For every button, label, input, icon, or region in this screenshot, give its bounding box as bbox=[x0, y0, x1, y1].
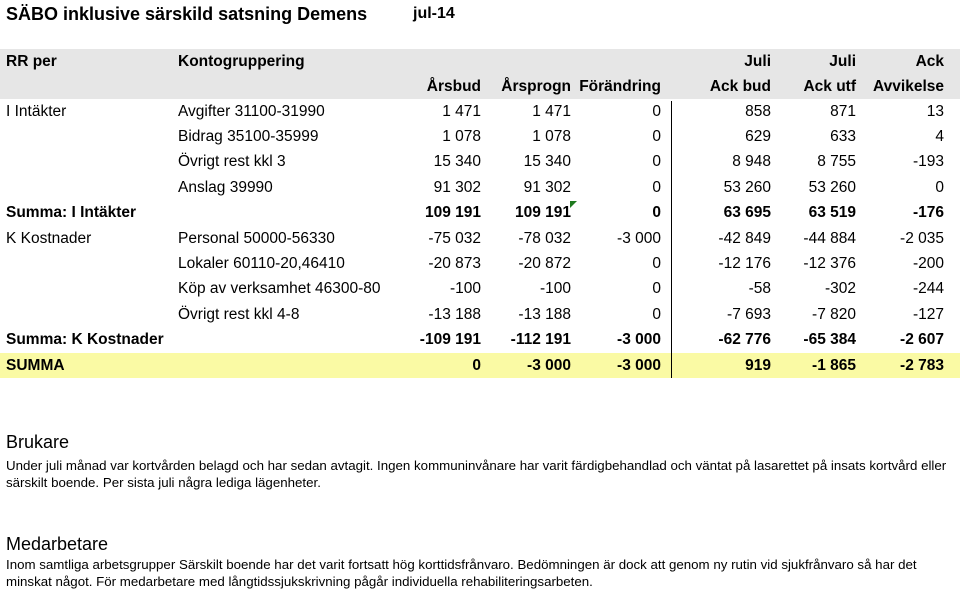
table-row bbox=[0, 251, 960, 276]
cell-group: Bidrag 35100-35999 bbox=[178, 128, 319, 146]
cell-forandr: 0 bbox=[652, 305, 661, 323]
financial-table bbox=[0, 49, 960, 378]
table-row bbox=[0, 277, 960, 302]
cell-ackutf: -1 865 bbox=[812, 356, 856, 374]
header-avvikelse: Avvikelse bbox=[873, 77, 944, 95]
table-row bbox=[0, 124, 960, 149]
cell-avv: -2 783 bbox=[900, 356, 944, 374]
subtotal-row bbox=[0, 201, 960, 226]
cell-avv: -176 bbox=[912, 204, 944, 222]
cell-ackbud: -42 849 bbox=[718, 229, 771, 247]
cell-arsbud: -13 188 bbox=[428, 305, 481, 323]
cell-ackbud: 919 bbox=[745, 356, 771, 374]
cell-ackutf: -12 376 bbox=[803, 255, 856, 273]
report-month: jul-14 bbox=[413, 5, 455, 22]
cell-arsbud: -109 191 bbox=[419, 331, 481, 349]
summa-row bbox=[0, 353, 960, 378]
cell-group: Personal 50000-56330 bbox=[178, 229, 335, 247]
header-juli-ackutf: Juli bbox=[829, 52, 856, 70]
cell-label: SUMMA bbox=[6, 356, 65, 374]
header-arsprogn: Årsprogn bbox=[501, 77, 571, 95]
header-ack-avvikelse: Ack bbox=[915, 52, 944, 70]
header-forandring: Förändring bbox=[579, 77, 661, 95]
cell-arsprogn: 91 302 bbox=[523, 178, 571, 196]
cell-ackutf: -65 384 bbox=[803, 331, 856, 349]
cell-arsbud: -75 032 bbox=[428, 229, 481, 247]
cell-avv: -244 bbox=[912, 280, 944, 298]
cell-arsprogn: 109 191 bbox=[514, 204, 571, 222]
cell-arsbud: 15 340 bbox=[433, 153, 481, 171]
cell-arsprogn: -100 bbox=[539, 280, 571, 298]
brukare-text: Under juli månad var kortvården belagd och har sedan avtagit. Ingen kommuninvånare har varit färdigbehandlad och väntat på lasarettet på insats kortvård eller särskilt boende. Per sista juli några lediga lägenheter. bbox=[6, 458, 947, 490]
cell-avv: -200 bbox=[912, 255, 944, 273]
table-header bbox=[0, 49, 960, 99]
cell-forandr: 0 bbox=[652, 128, 661, 146]
cell-ackutf: 8 755 bbox=[817, 153, 856, 171]
cell-ackutf: -302 bbox=[824, 280, 856, 298]
cell-forandr: 0 bbox=[652, 255, 661, 273]
cell-avv: -2 035 bbox=[900, 229, 944, 247]
medarbetare-text: Inom samtliga arbetsgrupper Särskilt boende har det varit fortsatt hög korttidsfrånvaro. Bedömningen är dock att genom ny rutin vid sjukfrånvaro så har det minskat något. För medarbetare med långtidssjukskrivning pågår individuella rehabiliteringsarbeten. bbox=[6, 557, 917, 589]
cell-label: Summa: I Intäkter bbox=[6, 204, 137, 222]
cell-forandr: -3 000 bbox=[617, 356, 661, 374]
cell-ackbud: 858 bbox=[745, 102, 771, 120]
report-title: SÄBO inklusive särskild satsning Demens bbox=[6, 4, 368, 24]
cell-ackutf: 53 260 bbox=[808, 178, 856, 196]
cell-label: Summa: K Kostnader bbox=[6, 331, 164, 349]
cell-group: Lokaler 60110-20,46410 bbox=[178, 255, 345, 273]
cell-arsprogn: -112 191 bbox=[510, 331, 571, 349]
cell-avv: 13 bbox=[926, 102, 944, 120]
table-row bbox=[0, 302, 960, 327]
cell-ackbud: -7 693 bbox=[727, 305, 771, 323]
cell-ackutf: 871 bbox=[830, 102, 856, 120]
cell-arsprogn: -3 000 bbox=[527, 356, 571, 374]
table-row bbox=[0, 99, 960, 124]
cell-arsbud: 1 078 bbox=[442, 128, 481, 146]
cell-arsbud: 91 302 bbox=[433, 178, 481, 196]
cell-ackbud: 53 260 bbox=[723, 178, 771, 196]
cell-avv: -193 bbox=[912, 153, 944, 171]
header-row-2 bbox=[0, 74, 960, 99]
header-rr-per: RR per bbox=[6, 52, 57, 70]
header-ackutf: Ack utf bbox=[803, 77, 856, 95]
cell-forandr: 0 bbox=[652, 178, 661, 196]
cell-ackutf: -44 884 bbox=[803, 229, 856, 247]
cell-ackbud: -12 176 bbox=[718, 255, 771, 273]
cell-forandr: 0 bbox=[652, 280, 661, 298]
cell-comment-marker bbox=[570, 201, 577, 208]
cell-ackbud: 63 695 bbox=[723, 204, 771, 222]
cell-avv: -2 607 bbox=[900, 331, 944, 349]
cell-label: K Kostnader bbox=[6, 229, 92, 247]
cell-arsprogn: -20 872 bbox=[518, 255, 571, 273]
cell-arsprogn: 15 340 bbox=[523, 153, 571, 171]
cell-arsbud: -100 bbox=[449, 280, 481, 298]
medarbetare-heading: Medarbetare bbox=[6, 534, 109, 554]
cell-group: Avgifter 31100-31990 bbox=[178, 102, 325, 120]
cell-arsprogn: 1 078 bbox=[532, 128, 571, 146]
header-juli-ackbud: Juli bbox=[744, 52, 771, 70]
table-body bbox=[0, 99, 960, 378]
table-row bbox=[0, 175, 960, 200]
cell-arsprogn: -78 032 bbox=[518, 229, 571, 247]
cell-forandr: -3 000 bbox=[617, 229, 661, 247]
table-row bbox=[0, 226, 960, 251]
cell-ackbud: -58 bbox=[748, 280, 771, 298]
cell-arsbud: -20 873 bbox=[428, 255, 481, 273]
cell-group: Övrigt rest kkl 3 bbox=[178, 153, 286, 171]
column-divider bbox=[671, 101, 672, 378]
cell-forandr: 0 bbox=[652, 204, 661, 222]
cell-arsbud: 1 471 bbox=[442, 102, 481, 120]
cell-ackbud: -62 776 bbox=[718, 331, 771, 349]
cell-group: Anslag 39990 bbox=[178, 178, 273, 196]
brukare-heading: Brukare bbox=[6, 432, 70, 452]
cell-forandr: 0 bbox=[652, 102, 661, 120]
cell-arsbud: 109 191 bbox=[424, 204, 481, 222]
cell-group: Köp av verksamhet 46300-80 bbox=[178, 280, 381, 298]
cell-avv: -127 bbox=[912, 305, 944, 323]
cell-ackutf: -7 820 bbox=[812, 305, 856, 323]
cell-avv: 4 bbox=[935, 128, 944, 146]
cell-ackbud: 629 bbox=[745, 128, 771, 146]
cell-ackbud: 8 948 bbox=[732, 153, 771, 171]
cell-forandr: -3 000 bbox=[617, 331, 661, 349]
header-row-1 bbox=[0, 49, 960, 74]
cell-ackutf: 63 519 bbox=[808, 204, 856, 222]
header-ackbud: Ack bud bbox=[709, 77, 771, 95]
cell-arsprogn: 1 471 bbox=[532, 102, 571, 120]
table-row bbox=[0, 150, 960, 175]
header-arsbud: Årsbud bbox=[426, 77, 481, 95]
cell-forandr: 0 bbox=[652, 153, 661, 171]
cell-ackutf: 633 bbox=[830, 128, 856, 146]
subtotal-row bbox=[0, 328, 960, 353]
cell-arsprogn: -13 188 bbox=[518, 305, 571, 323]
cell-group: Övrigt rest kkl 4-8 bbox=[178, 305, 300, 323]
header-kontogruppering: Kontogruppering bbox=[178, 52, 305, 70]
cell-avv: 0 bbox=[935, 178, 944, 196]
cell-label: I Intäkter bbox=[6, 102, 67, 120]
cell-arsbud: 0 bbox=[472, 356, 481, 374]
